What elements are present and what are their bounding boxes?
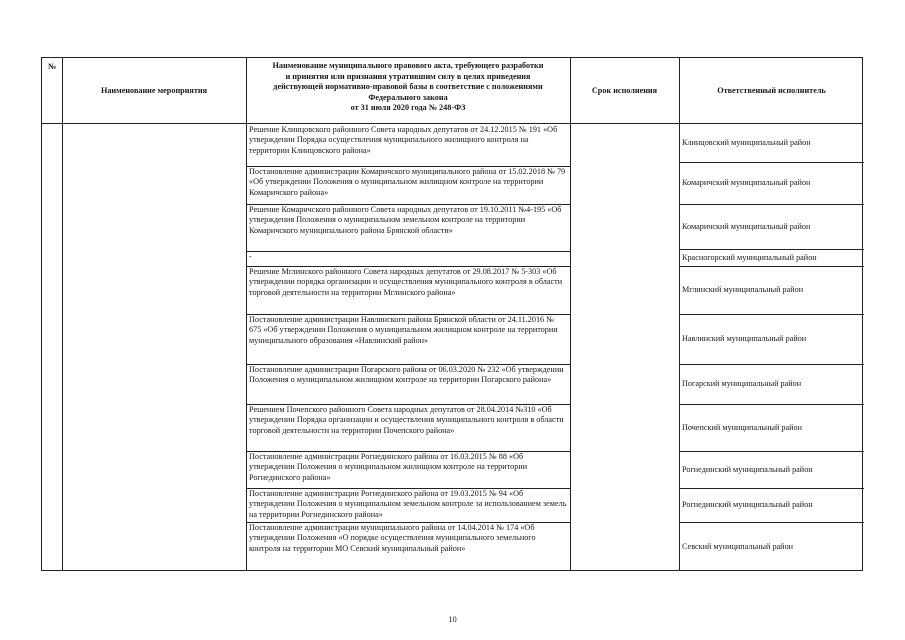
executor-cell: Мглинский муниципальный район <box>682 285 804 294</box>
act-cell: Решение Мглинского районного Совета народных депутатов от 29.08.2017 № 5-303 «Об утверждении порядка организации и осуществления муниципального контроля в области торговой деятельности на территории Мглинского района» <box>249 267 563 297</box>
header-act-name: Наименование муниципального правового акта, требующего разработки и принятия или признания утратившим силу в целях приведения действующей нормативно-правовой базы в соответствие с положениями Федерального закона от 31 июля 2020 года № 248-ФЗ <box>272 61 544 113</box>
executor-row-divider <box>679 364 864 365</box>
executor-row-divider <box>679 204 864 205</box>
executor-cell: Рогнединский муниципальный район <box>682 500 813 509</box>
page-number: 10 <box>448 614 457 624</box>
executor-cell: Погарский муниципальный район <box>682 379 802 388</box>
executor-cell: Комаричский муниципальный район <box>682 221 811 231</box>
header-executor: Ответственный исполнитель <box>717 86 826 95</box>
act-cell: Постановление администрации Комаричского муниципального района от 15.02.2018 № 79 «Об утверждении Положения о муниципальном жилищном контроле на территории Комаричского района» <box>249 167 566 197</box>
table-frame <box>41 57 863 571</box>
executor-row-divider <box>679 249 864 250</box>
executor-row-divider <box>679 488 864 489</box>
header-divider <box>42 123 862 124</box>
executor-row-divider <box>679 162 864 163</box>
act-cell: - <box>249 252 252 261</box>
executor-cell: Почепский муниципальный район <box>682 422 802 432</box>
act-cell: Решение Комаричского районного Совета народных депутатов от 19.10.2011 №4-195 «Об утверждения Положения о муниципальном земельном контроле на территории Комаричского муниципального района Брянской области» <box>249 205 562 235</box>
executor-row-divider <box>679 522 864 523</box>
executor-cell: Красногорский муниципальный район <box>682 252 817 262</box>
executor-cell: Севский муниципальный район <box>682 541 794 551</box>
header-event-name: Наименование мероприятия <box>100 86 208 95</box>
header-deadline: Срок исполнения <box>591 86 658 95</box>
act-cell: Решение Клинцовского районного Совета народных депутатов от 24.12.2015 № 191 «Об утверждении Порядка осуществления муниципального жилищного контроля на территории Клинцовского района» <box>249 125 558 155</box>
executor-cell: Рогнединский муниципальный район <box>682 464 813 474</box>
header-num: № <box>47 62 57 71</box>
act-cell: Постановление администрации Рогнединского района от 19.03.2015 № 94 «Об утверждении Положения о муниципальном земельном контроле за использованием земель на территории Рогнединского района» <box>249 489 567 519</box>
col-divider-num <box>62 58 63 570</box>
executor-cell: Клинцовский муниципальный район <box>682 138 811 147</box>
act-cell: Постановление администрации Рогнединского района от 16.03.2015 № 88 «Об утверждении Положения о муниципальном жилищном контроле на территории Рогнединского района» <box>249 452 528 482</box>
act-cell: Постановление администрации Навлинского района Брянской области от 24.11.2016 № 675 «Об утверждении Положения о муниципальном жилищном контроле на территории муниципального образования «Навлинский район» <box>249 315 558 345</box>
act-cell: Постановление администрации Погарского района от 06.03.2020 № 232 «Об утверждении Положения о муниципальном жилищном контроле на территории Погарского района» <box>249 365 564 385</box>
executor-cell: Навлинский муниципальный район <box>682 334 807 343</box>
col-divider-act <box>570 58 571 570</box>
executor-cell: Комаричский муниципальный район <box>682 178 811 187</box>
executor-row-divider <box>679 314 864 315</box>
executor-row-divider <box>679 404 864 405</box>
executor-row-divider <box>679 266 864 267</box>
act-cell: Решением Почепского районного Совета народных депутатов от 28.04.2014 №310 «Об утверждении Порядка организации и осуществления муниципального контроля в области торговой деятельности на территории Почепского района» <box>249 405 564 435</box>
act-cell: Постановление администрации муниципального района от 14.04.2014 № 174 «Об утверждении Положения «О порядке осуществления муниципального земельного контроля на территории МО Севский муниципальный район» <box>249 523 536 553</box>
executor-row-divider <box>679 451 864 452</box>
